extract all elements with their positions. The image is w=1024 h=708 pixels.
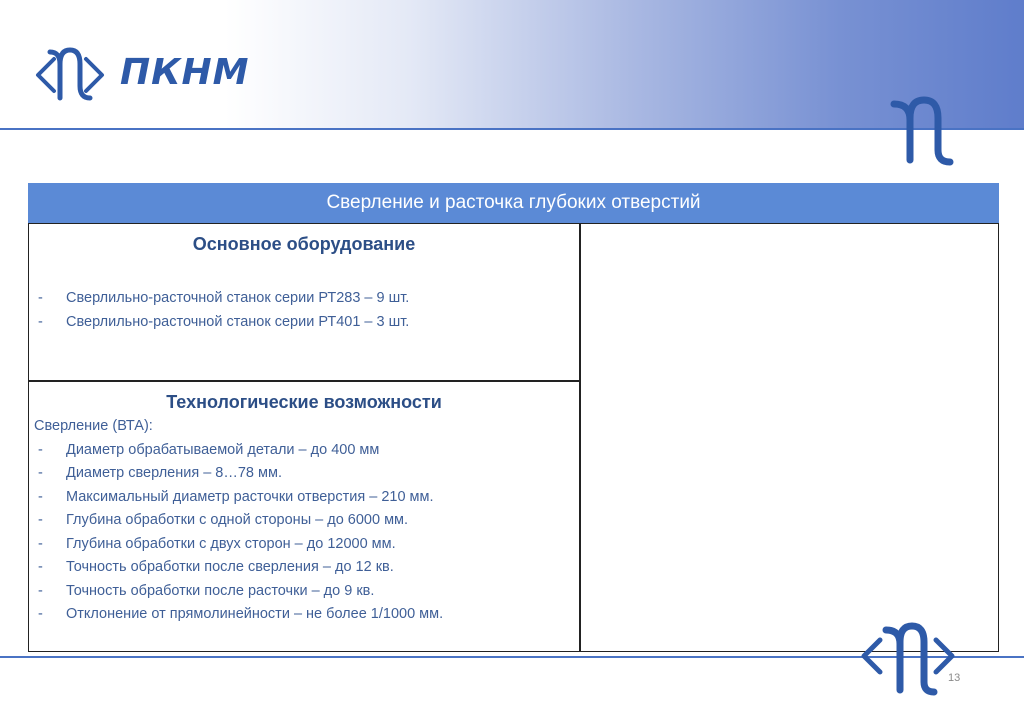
list-item: - Диаметр сверления – 8…78 мм. bbox=[29, 462, 579, 486]
equipment-cell bbox=[28, 223, 580, 381]
image-placeholder-cell bbox=[580, 223, 999, 652]
logo-icon bbox=[30, 40, 110, 110]
list-item: - Точность обработки после сверления – до 12 кв. bbox=[29, 556, 579, 580]
list-item: - Точность обработки после расточки – до 9 кв. bbox=[29, 580, 579, 604]
list-item: - Глубина обработки с двух сторон – до 12000 мм. bbox=[29, 533, 579, 557]
list-item: - Сверлильно-расточной станок серии РТ283 – 9 шт. bbox=[29, 287, 579, 311]
equipment-list bbox=[29, 287, 579, 334]
capabilities-subheading: Сверление (ВТА): bbox=[34, 418, 153, 434]
capabilities-heading: Технологические возможности bbox=[166, 392, 442, 412]
capabilities-cell bbox=[28, 381, 580, 652]
list-item: - Диаметр обрабатываемой детали – до 400 мм bbox=[29, 439, 579, 463]
decorative-logo-icon bbox=[880, 90, 960, 170]
list-item: - Глубина обработки с одной стороны – до 6000 мм. bbox=[29, 509, 579, 533]
table-title: Сверление и расточка глубоких отверстий bbox=[28, 183, 999, 223]
decorative-logo-icon bbox=[858, 600, 961, 700]
list-item: - Сверлильно-расточной станок серии РТ401 – 3 шт. bbox=[29, 311, 579, 335]
page-number: 13 bbox=[948, 672, 961, 684]
list-item: - Максимальный диаметр расточки отверстия – 210 мм. bbox=[29, 486, 579, 510]
logo-text: ПКНМ bbox=[120, 52, 250, 93]
equipment-heading: Основное оборудование bbox=[192, 234, 416, 254]
list-item: - Отклонение от прямолинейности – не более 1/1000 мм. bbox=[29, 603, 579, 627]
capabilities-list bbox=[29, 439, 579, 627]
header-divider bbox=[0, 128, 1024, 130]
